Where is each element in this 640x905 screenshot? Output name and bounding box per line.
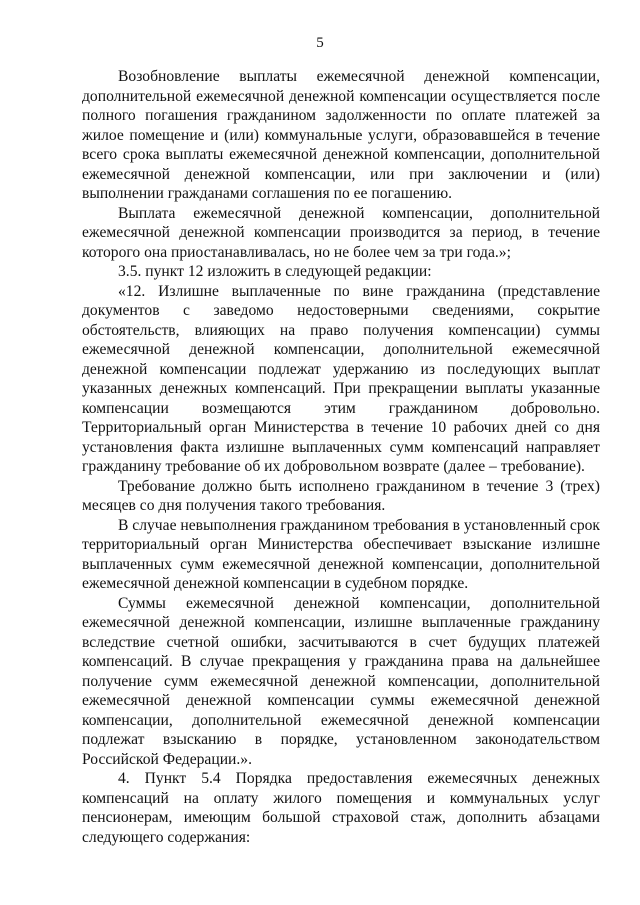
page-number: 5 [316, 35, 324, 51]
paragraph-requirement-term: Требование должно быть исполнено гражданином в течение 3 (трех) месяцев со дня получения такого требования. [82, 477, 600, 514]
paragraph-item-3-5: 3.5. пункт 12 изложить в следующей редакции: [118, 263, 432, 280]
paragraph-payment-period: Выплата ежемесячной денежной компенсации, дополнительной ежемесячной денежной компенсации производится за период, в течение которого она приостанавливалась, но не более чем за три года.»; [82, 204, 600, 261]
paragraph-item-4: 4. Пункт 5.4 Порядка предоставления ежемесячных денежных компенсаций на оплату жилого помещения и коммунальных услуг пенсионерам, имеющим большой страховой стаж, дополнить абзацами следующего содержания: [82, 770, 600, 846]
paragraph-resumption: Возобновление выплаты ежемесячной денежной компенсации, дополнительной ежемесячной денежной компенсации осуществляется после полного погашения гражданином задолженности по оплате платежей за жилое помещение и (или) коммунальные услуги, образовавшейся в течение всего срока выплаты ежемесячной денежной компенсации, дополнительной ежемесячной денежной компенсации, или при заключении и (или) выполнении гражданами соглашения по ее погашению. [82, 68, 600, 202]
paragraph-court-recovery: В случае невыполнения гражданином требования в установленный срок территориальный орган Министерства обеспечивает взыскание излишне выплаченных сумм ежемесячной денежной компенсации, дополнительной ежемесячной денежной компенсации в судебном порядке. [82, 516, 600, 592]
paragraph-counting-error: Суммы ежемесячной денежной компенсации, дополнительной ежемесячной денежной компенсации, излишне выплаченные гражданину вследствие счетной ошибки, засчитываются в счет будущих платежей компенсаций. В случае прекращения у гражданина права на дальнейшее получение сумм ежемесячной денежной компенсации, дополнительной ежемесячной денежной компенсации суммы ежемесячной денежной компенсации, дополнительной ежемесячной денежной компенсации подлежат взысканию в порядке, установленном законодательством Российской Федерации.». [82, 594, 600, 768]
document-body [82, 67, 600, 847]
paragraph-clause-12: «12. Излишне выплаченные по вине гражданина (представление документов с заведомо недостоверными сведениями, сокрытие обстоятельств, влияющих на право получения компенсации) суммы ежемесячной денежной компенсации, дополнительной ежемесячной денежной компенсации подлежат удержанию из последующих выплат указанных денежных компенсаций. При прекращении выплаты указанные компенсации возмещаются этим гражданином добровольно. Территориальный орган Министерства в течение 10 рабочих дней со дня установления факта излишне выплаченных сумм компенсаций направляет гражданину требование об их добровольном возврате (далее – требование). [82, 282, 600, 475]
